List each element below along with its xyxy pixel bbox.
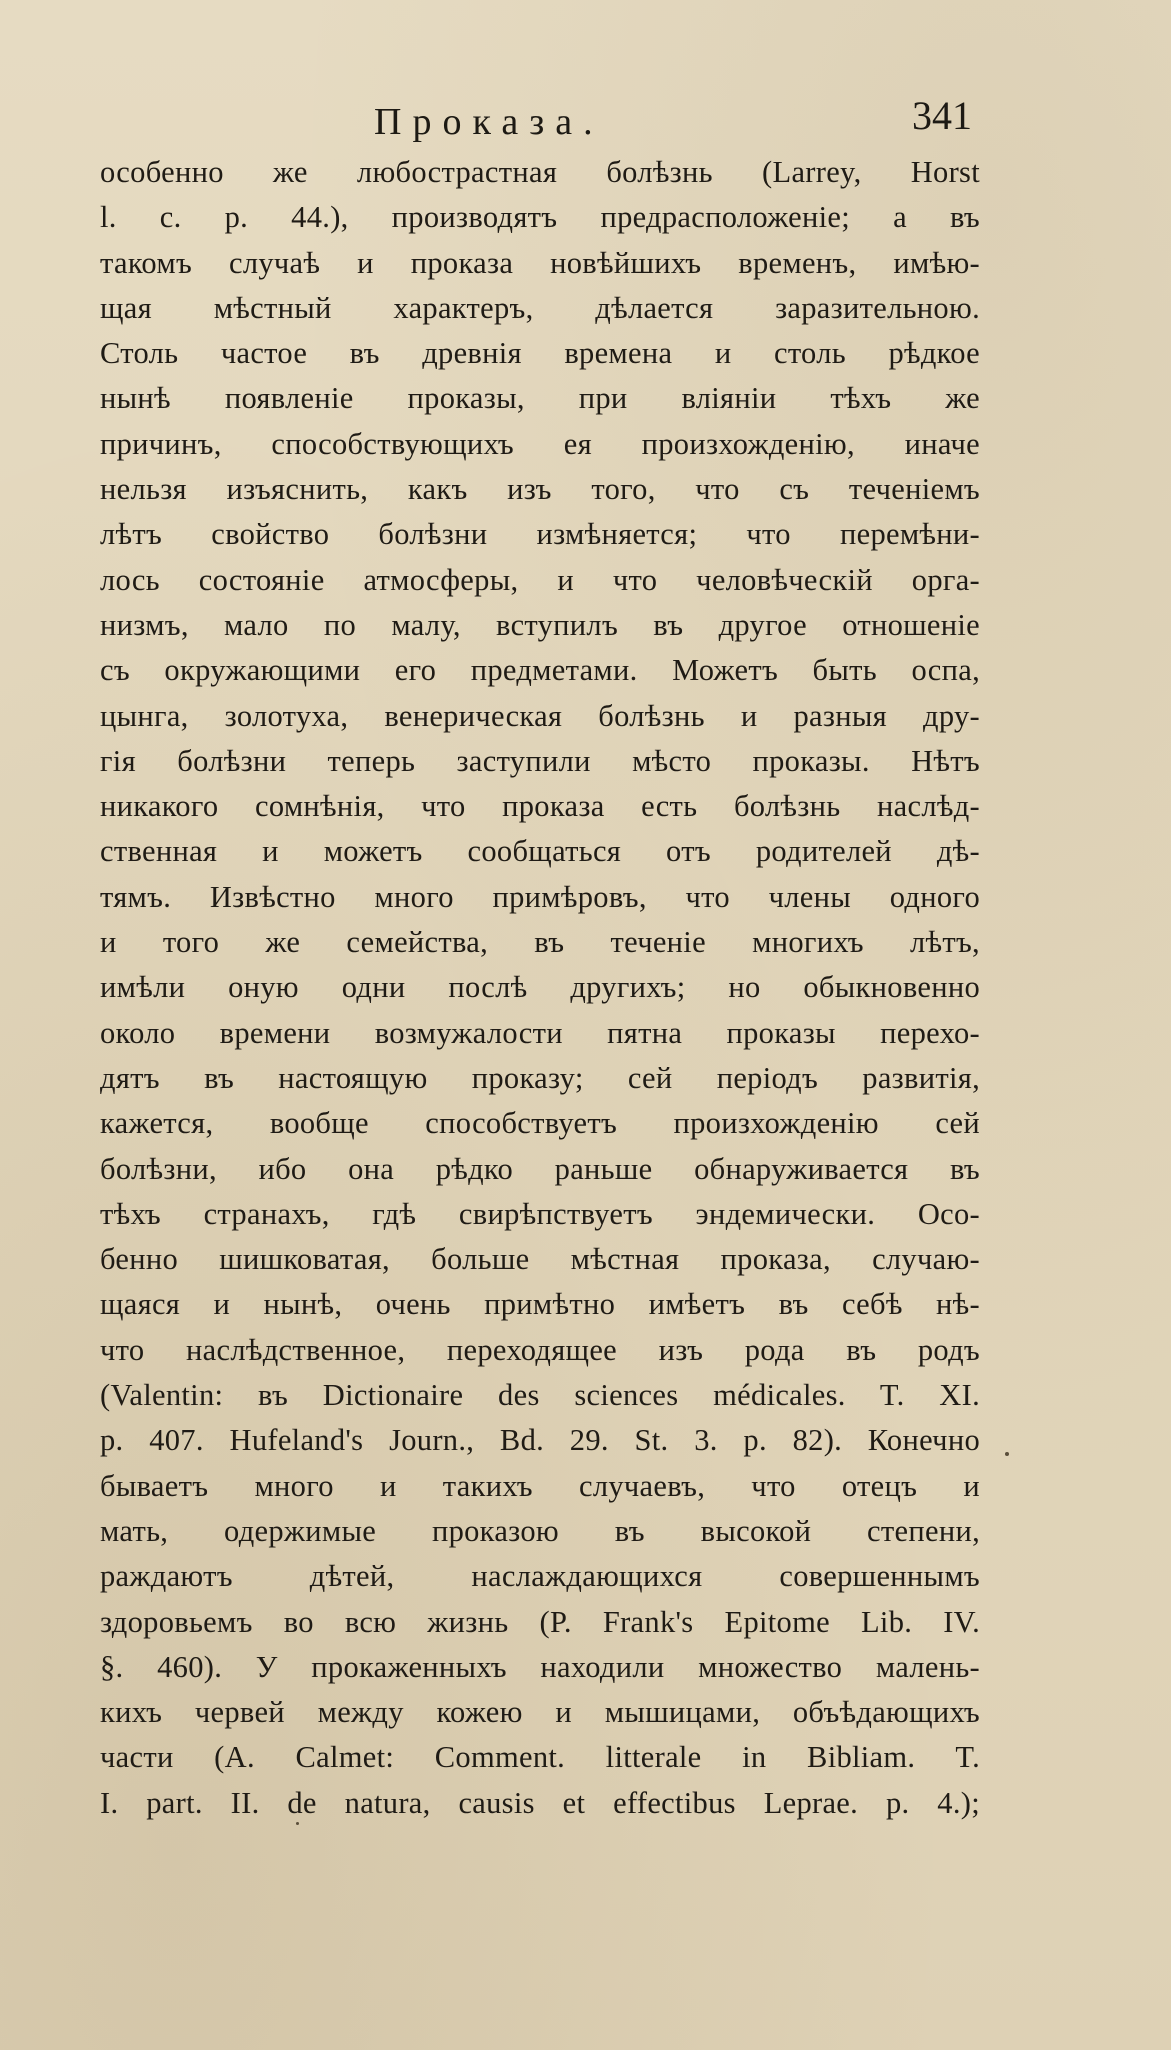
- text-line: бенно шишковатая, больше мѣстная проказа, случаю-: [100, 1242, 980, 1277]
- page-header: [0, 92, 1171, 152]
- text-line: имѣли оную одни послѣ другихъ; но обыкновенно: [100, 970, 980, 1005]
- text-line: Столь частое въ древнія времена и столь рѣдкое: [100, 336, 980, 371]
- paper-speck: [296, 1822, 299, 1825]
- text-line: цынга, золотуха, венерическая болѣзнь и разныя дру-: [100, 698, 980, 733]
- text-line: гія болѣзни теперь заступили мѣсто проказы. Нѣтъ: [100, 743, 980, 778]
- text-line: особенно же любострастная болѣзнь (Larrey, Horst: [100, 155, 980, 189]
- text-line: мать, одержимые проказою въ высокой степени,: [100, 1513, 980, 1548]
- text-line: щая мѣстный характеръ, дѣлается заразительною.: [100, 290, 980, 325]
- text-line: лось состояніе атмосферы, и что человѣческій орга-: [100, 562, 980, 597]
- text-line: болѣзни, ибо она рѣдко раньше обнаруживается въ: [100, 1151, 980, 1186]
- text-line: съ окружающими его предметами. Можетъ быть оспа,: [100, 653, 980, 688]
- text-line: низмъ, мало по малу, вступилъ въ другое отношеніе: [100, 607, 980, 642]
- text-line: раждаютъ дѣтей, наслаждающихся совершеннымъ: [100, 1559, 980, 1594]
- text-line: здоровьемъ во всю жизнь (P. Frank's Epitome Lib. IV.: [100, 1604, 980, 1639]
- text-line: тѣхъ странахъ, гдѣ свирѣпствуетъ эндемически. Осо-: [100, 1196, 980, 1231]
- text-line: никакого сомнѣнія, что проказа есть болѣзнь наслѣд-: [100, 789, 980, 824]
- text-line: такомъ случаѣ и проказа новѣйшихъ временъ, имѣю-: [100, 245, 980, 280]
- text-line: около времени возмужалости пятна проказы перехо-: [100, 1015, 980, 1050]
- text-line: бываетъ много и такихъ случаевъ, что отецъ и: [100, 1468, 980, 1503]
- text-line: щаяся и нынѣ, очень примѣтно имѣетъ въ себѣ нѣ-: [100, 1287, 980, 1322]
- text-line: дятъ въ настоящую проказу; сей періодъ развитія,: [100, 1060, 980, 1095]
- body-text: [100, 150, 980, 1826]
- text-line: части (A. Calmet: Comment. litterale in Bibliam. T.: [100, 1740, 980, 1775]
- text-line: §. 460). У прокаженныхъ находили множество малень-: [100, 1649, 980, 1684]
- text-line: лѣтъ свойство болѣзни измѣняется; что перемѣни-: [100, 517, 980, 552]
- text-line: и того же семейства, въ теченіе многихъ лѣтъ,: [100, 925, 980, 960]
- text-line: кихъ червей между кожею и мышицами, объѣдающихъ: [100, 1695, 980, 1730]
- text-line: кажется, вообще способствуетъ произхожденію сей: [100, 1106, 980, 1141]
- text-line: p. 407. Hufeland's Journ., Bd. 29. St. 3. p. 82). Конечно: [100, 1423, 980, 1458]
- page-number: 341: [912, 93, 972, 138]
- text-line: I. part. II. de natura, causis et effectibus Leprae. p. 4.);: [100, 1785, 980, 1820]
- paper-speck: [1005, 1452, 1009, 1456]
- text-line: что наслѣдственное, переходящее изъ рода въ родъ: [100, 1332, 980, 1367]
- text-line: (Valentin: въ Dictionaire des sciences médicales. T. XI.: [100, 1378, 980, 1413]
- running-title: Проказа.: [374, 101, 604, 143]
- text-line: l. c. p. 44.), производятъ предрасположеніе; а въ: [100, 200, 980, 235]
- text-line: нельзя изъяснить, какъ изъ того, что съ теченіемъ: [100, 472, 980, 507]
- text-line: тямъ. Извѣстно много примѣровъ, что члены одного: [100, 879, 980, 914]
- text-line: нынѣ появленіе проказы, при вліяніи тѣхъ же: [100, 381, 980, 416]
- text-line: ственная и можетъ сообщаться отъ родителей дѣ-: [100, 834, 980, 869]
- text-line: причинъ, способствующихъ ея произхожденію, иначе: [100, 426, 980, 461]
